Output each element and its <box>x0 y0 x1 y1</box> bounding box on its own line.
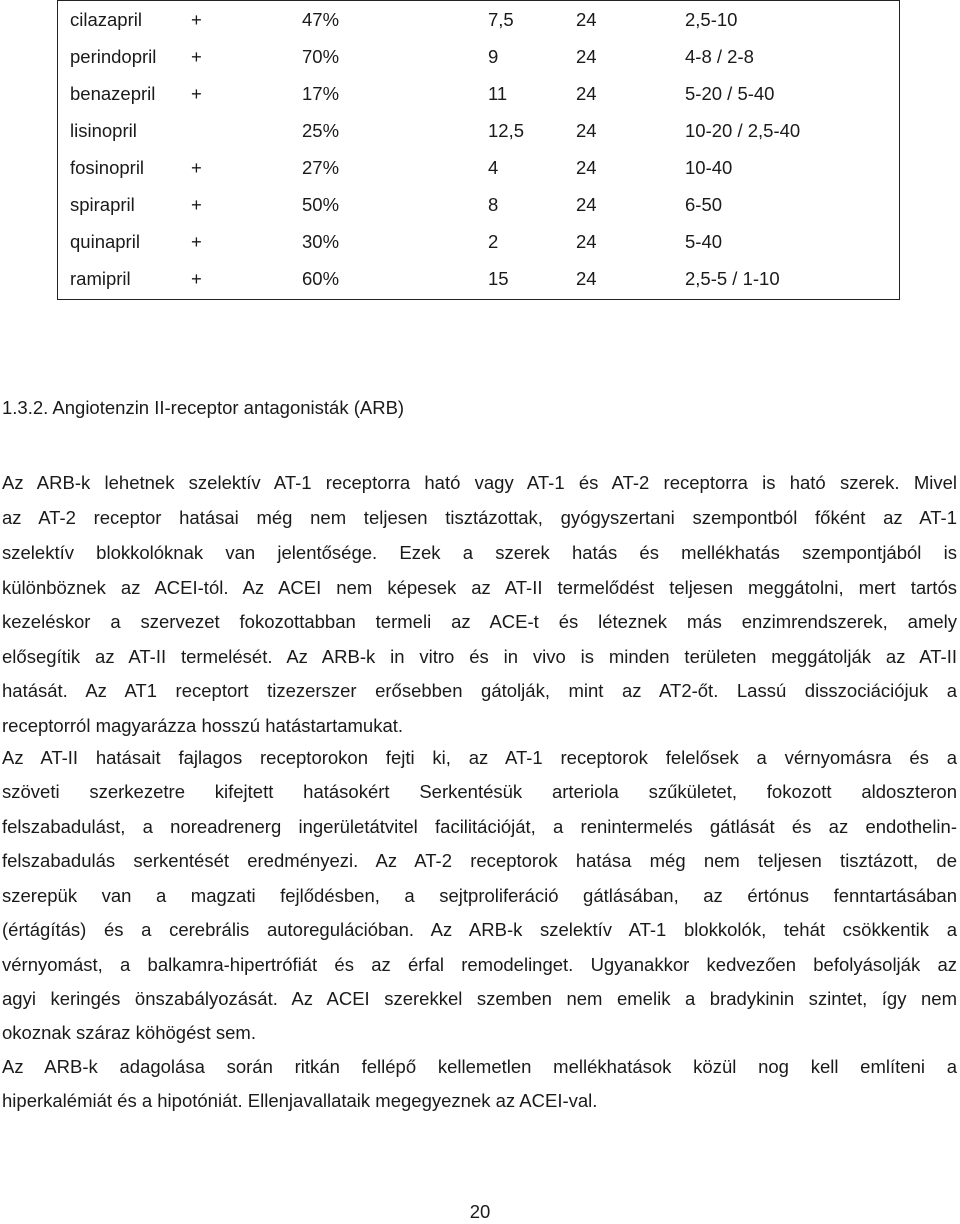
paragraph-line: receptorról magyarázza hosszú hatástartamukat. <box>2 715 404 736</box>
table-row <box>58 149 899 186</box>
table-cell: 24 <box>576 157 597 178</box>
paragraph-line: (értágítás) és a cerebrális autoregulációban. Az ARB-k szelektív AT-1 blokkolók, tehát csökkentik a <box>2 919 957 940</box>
table-row <box>58 75 899 112</box>
table-cell: 24 <box>576 268 597 289</box>
paragraph-line: Az AT-II hatásait fajlagos receptorokon fejti ki, az AT-1 receptorok felelősek a vérnyomásra és a <box>2 747 957 768</box>
table-cell: 24 <box>576 46 597 67</box>
table-cell: 11 <box>488 83 508 104</box>
table-cell: 25% <box>302 120 340 141</box>
table-cell: 24 <box>576 9 597 30</box>
paragraph-line: hatását. Az AT1 receptort tizezerszer erősebben gátolják, mint az AT2-őt. Lassú disszociációjuk a <box>2 680 957 701</box>
table-cell: 27% <box>302 157 340 178</box>
table-cell: lisinopril <box>70 120 137 141</box>
table-row <box>58 186 899 223</box>
table-cell: 8 <box>488 194 499 215</box>
table-cell: 4 <box>488 157 499 178</box>
table-cell: 24 <box>576 194 597 215</box>
table-cell: ramipril <box>70 268 131 289</box>
table-cell: 5-20 / 5-40 <box>685 83 775 104</box>
table-cell: 24 <box>576 231 597 252</box>
table-row <box>58 112 899 149</box>
table-cell: 30% <box>302 231 340 252</box>
paragraph-line: különböznek az ACEI-tól. Az ACEI nem képesek az AT-II termelődést teljesen meggátolni, mert tartós <box>2 577 957 598</box>
table-cell: 4-8 / 2-8 <box>685 46 754 67</box>
paragraph-line: vérnyomást, a balkamra-hipertrófiát és az érfal remodelinget. Ugyanakkor kedvezően befolyásolják az <box>2 954 957 975</box>
paragraph-line: elősegítik az AT-II termelését. Az ARB-k in vitro és in vivo is minden területen meggátolják az AT-II <box>2 646 957 667</box>
table-cell: 70% <box>302 46 340 67</box>
table-row <box>58 1 899 38</box>
table-cell: 9 <box>488 46 499 67</box>
table-cell: quinapril <box>70 231 140 252</box>
paragraph-line: hiperkalémiát és a hipotóniát. Ellenjavallataik megegyeznek az ACEI-val. <box>2 1090 598 1111</box>
table-cell: 47% <box>302 9 340 30</box>
table-cell: 6-50 <box>685 194 723 215</box>
paragraph-line: Az ARB-k adagolása során ritkán fellépő kellemetlen mellékhatások közül nog kell említeni a <box>2 1056 957 1077</box>
page-number: 20 <box>469 1201 491 1222</box>
paragraph-line: felszabadulást, a noreadrenerg ingerületátvitel facilitációját, a renintermelés gátlását és az endothelin- <box>2 816 957 837</box>
table-cell: cilazapril <box>70 9 142 30</box>
table-row <box>58 260 899 297</box>
paragraph-line: szöveti szerkezetre kifejtett hatásokért Serkentésük arteriola szűkületet, fokozott aldoszteron <box>2 781 957 802</box>
table-cell: 60% <box>302 268 340 289</box>
table-cell: fosinopril <box>70 157 145 178</box>
table-cell: 2,5-10 <box>685 9 738 30</box>
table-cell: + <box>191 231 202 252</box>
table-cell: + <box>191 83 202 104</box>
table-cell: benazepril <box>70 83 156 104</box>
table-cell: 24 <box>576 120 597 141</box>
paragraph-line: az AT-2 receptor hatásai még nem teljesen tisztázottak, gyógyszertani szempontból főként az AT-1 <box>2 507 957 528</box>
table-cell: + <box>191 157 202 178</box>
table-cell: + <box>191 194 202 215</box>
table-row <box>58 38 899 75</box>
paragraph-line: szelektív blokkolóknak van jelentősége. Ezek a szerek hatás és mellékhatás szempontjából is <box>2 542 957 563</box>
table-cell: 2,5-5 / 1-10 <box>685 268 780 289</box>
table-cell: 10-20 / 2,5-40 <box>685 120 801 141</box>
table-cell: 24 <box>576 83 597 104</box>
paragraph-line: okoznak száraz köhögést sem. <box>2 1022 256 1043</box>
table-cell: spirapril <box>70 194 135 215</box>
table-cell: + <box>191 268 202 289</box>
table-cell: 5-40 <box>685 231 723 252</box>
paragraph-line: szerepük van a magzati fejlődésben, a sejtproliferáció gátlásában, az értónus fenntartásában <box>2 885 957 906</box>
paragraph-line: felszabadulás serkentését eredményezi. Az AT-2 receptorok hatása még nem teljesen tisztázott, de <box>2 850 957 871</box>
table-cell: 10-40 <box>685 157 733 178</box>
table-cell: 50% <box>302 194 340 215</box>
table-cell: 17% <box>302 83 340 104</box>
table-cell: + <box>191 9 202 30</box>
table-cell: 7,5 <box>488 9 514 30</box>
table-cell: 15 <box>488 268 509 289</box>
table-cell: 12,5 <box>488 120 525 141</box>
drug-table <box>57 0 900 300</box>
table-row <box>58 223 899 260</box>
paragraph-line: agyi keringés önszabályozását. Az ACEI szerekkel szemben nem emelik a bradykinin szintet, így nem <box>2 988 957 1009</box>
table-cell: + <box>191 46 202 67</box>
table-cell: perindopril <box>70 46 157 67</box>
paragraph-line: kezeléskor a szervezet fokozottabban termeli az ACE-t és léteznek más enzimrendszerek, amely <box>2 611 957 632</box>
section-heading: 1.3.2. Angiotenzin II-receptor antagonisták (ARB) <box>2 397 405 418</box>
table-cell: 2 <box>488 231 499 252</box>
paragraph-line: Az ARB-k lehetnek szelektív AT-1 receptorra ható vagy AT-1 és AT-2 receptorra is ható szerek. Mivel <box>2 472 957 493</box>
